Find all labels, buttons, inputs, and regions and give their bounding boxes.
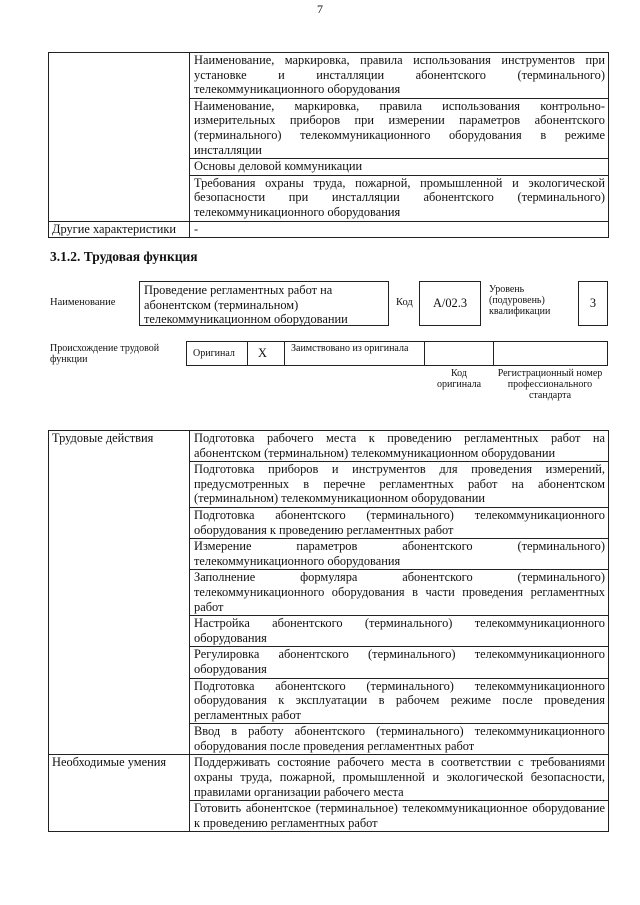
table-row bbox=[49, 98, 609, 158]
reg-caption: Регистрационный номер профессионального стандарта bbox=[497, 368, 603, 401]
borrowed-label: Заимствовано из оригинала bbox=[291, 343, 409, 354]
table-row bbox=[49, 159, 609, 176]
item-text: Подготовка рабочего места к проведению регламентных работ на абонентском (терминальном) телекоммуникационном оборудовании bbox=[190, 431, 609, 462]
row-text: Наименование, маркировка, правила использования инструментов при установке и инсталляции абонентского (терминального) телекоммуникационного оборудования bbox=[190, 53, 609, 99]
item-text: Подготовка приборов и инструментов для проведения измерений, предусмотренных в перечне регламентных работ на абонентском (терминальном) телекоммуникационном оборудовании bbox=[190, 462, 609, 508]
item-text: Ввод в работу абонентского (терминального) телекоммуникационного оборудования после проведения регламентных работ bbox=[190, 724, 609, 755]
item-text: Заполнение формуляра абонентского (терминального) телекоммуникационного оборудования в части проведения регламентных работ bbox=[190, 570, 609, 616]
level-label: Уровень (подуровень) квалификации bbox=[489, 284, 551, 317]
item-text: Поддерживать состояние рабочего места в соответствии с требованиями охраны труда, пожарной, промышленной и экологической безопасности, правилами организации рабочего места bbox=[190, 755, 609, 801]
item-text: Настройка абонентского (терминального) телекоммуникационного оборудования bbox=[190, 616, 609, 647]
row-text: Требования охраны труда, пожарной, промышленной и экологической безопасности при инсталляции абонентского (терминального) телекоммуникационного оборудования bbox=[190, 175, 609, 221]
page-number: 7 bbox=[317, 2, 323, 16]
group-label: Необходимые умения bbox=[49, 755, 190, 832]
table-row bbox=[49, 53, 609, 99]
item-text: Подготовка абонентского (терминального) телекоммуникационного оборудования к эксплуатации в рабочем режиме после проведения регламентных работ bbox=[190, 678, 609, 724]
table-row bbox=[49, 431, 609, 462]
item-text: Измерение параметров абонентского (терминального) телекоммуникационного оборудования bbox=[190, 539, 609, 570]
row-text: Основы деловой коммуникации bbox=[190, 159, 609, 176]
function-table bbox=[48, 430, 609, 832]
item-text: Регулировка абонентского (терминального) телекоммуникационного оборудования bbox=[190, 647, 609, 678]
reg-number-cell bbox=[493, 341, 608, 366]
name-label: Наименование bbox=[50, 297, 116, 308]
code-caption: Код оригинала bbox=[436, 368, 482, 390]
level-value: 3 bbox=[578, 281, 608, 326]
item-text: Готовить абонентское (терминальное) телекоммуникационное оборудование к проведению регламентных работ bbox=[190, 801, 609, 832]
knowledge-table bbox=[48, 52, 609, 238]
original-code-cell bbox=[424, 341, 494, 366]
table-row bbox=[49, 221, 609, 238]
table-row bbox=[49, 755, 609, 801]
row-text: Наименование, маркировка, правила использования контрольно-измерительных приборов при измерении параметров абонентского (терминального) телекоммуникационного оборудования в режиме инсталляции bbox=[190, 98, 609, 158]
section-heading: 3.1.2. Трудовая функция bbox=[50, 249, 198, 264]
row-label bbox=[49, 53, 190, 99]
function-code-value: А/02.3 bbox=[419, 281, 481, 326]
item-text: Подготовка абонентского (терминального) телекоммуникационного оборудования к проведению регламентных работ bbox=[190, 507, 609, 538]
row-label bbox=[49, 159, 190, 176]
original-label: Оригинал bbox=[193, 348, 235, 359]
row-label bbox=[49, 175, 190, 221]
row-label: Другие характеристики bbox=[49, 221, 190, 238]
original-mark: X bbox=[258, 346, 267, 360]
group-label: Трудовые действия bbox=[49, 431, 190, 755]
row-label bbox=[49, 98, 190, 158]
code-label: Код bbox=[396, 297, 413, 308]
function-name-value: Проведение регламентных работ на абонентском (терминальном) телекоммуникационном оборудовании bbox=[139, 281, 389, 326]
origin-label: Происхождение трудовой функции bbox=[50, 343, 160, 365]
table-row bbox=[49, 175, 609, 221]
row-text: - bbox=[190, 221, 609, 238]
